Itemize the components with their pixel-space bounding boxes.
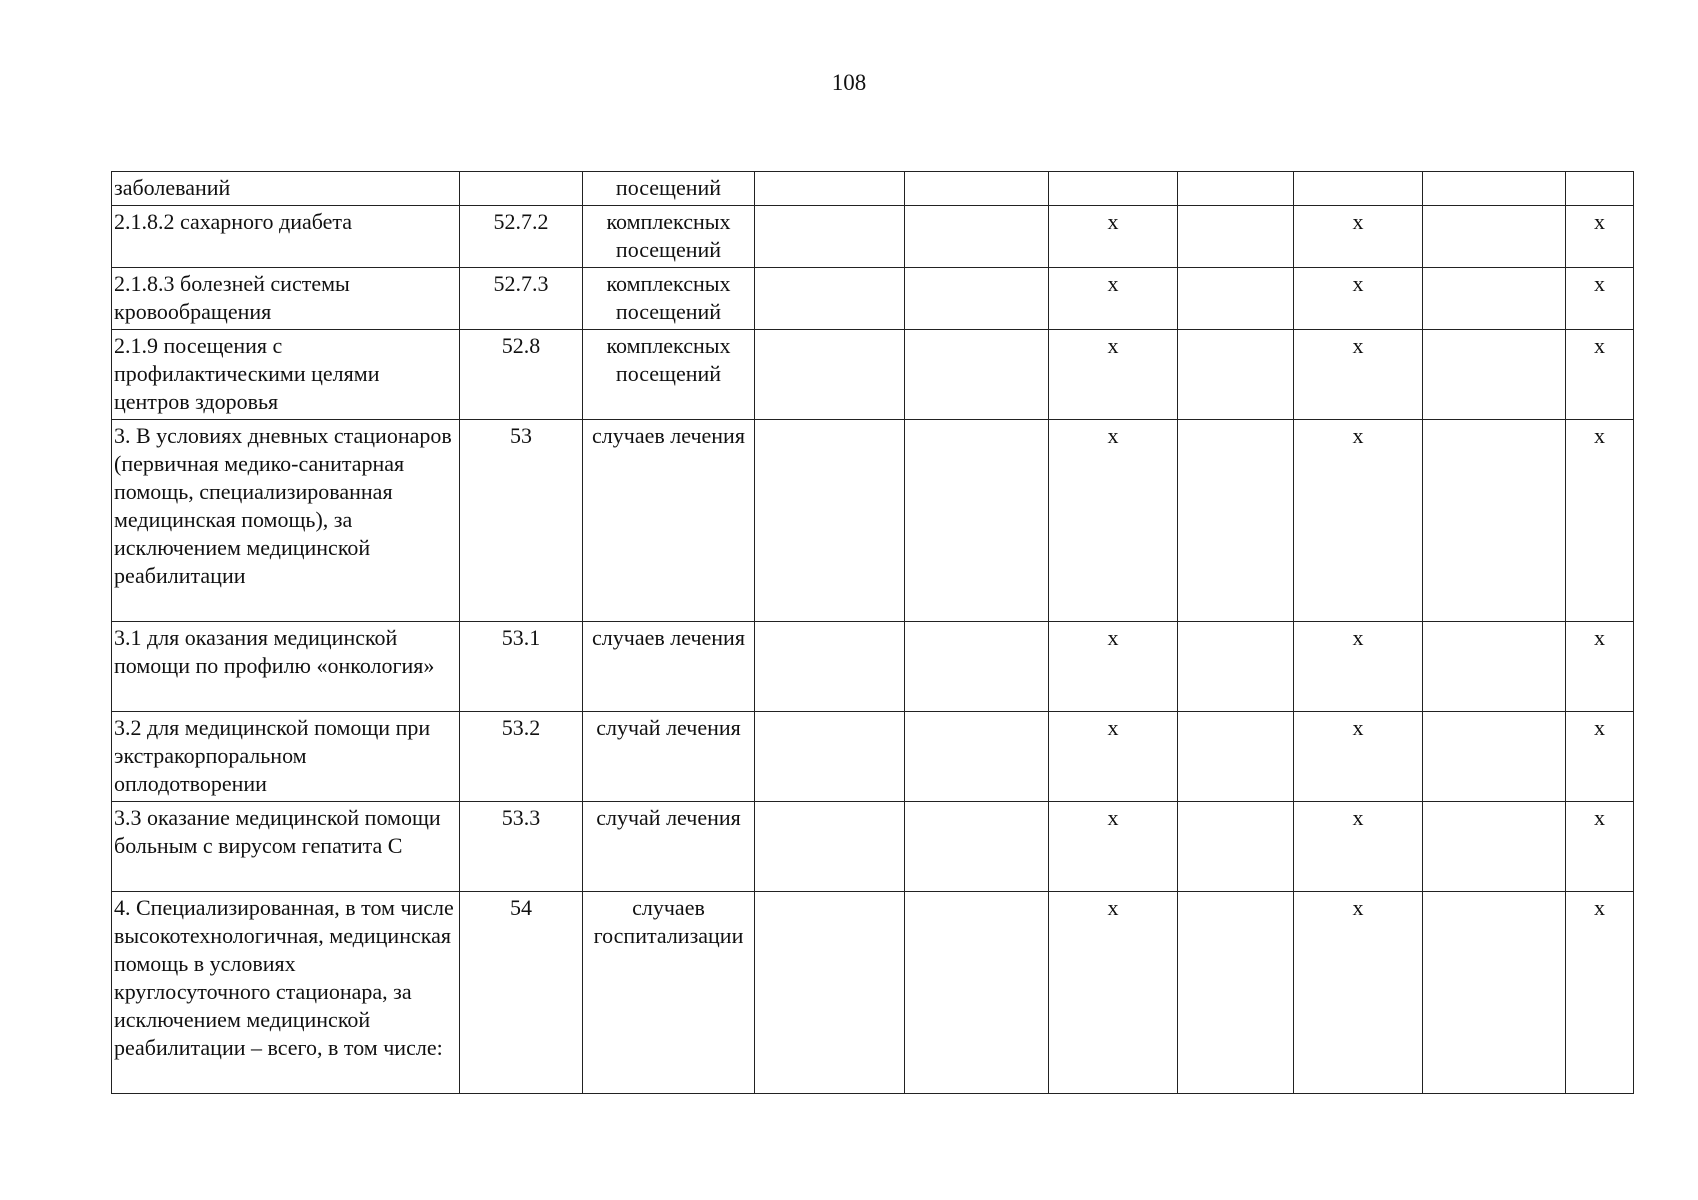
row-value-cell (1423, 712, 1566, 802)
row-value-cell: x (1294, 268, 1423, 330)
table-row (112, 802, 1634, 892)
row-value-cell (1178, 330, 1294, 420)
row-name-cell: 2.1.8.2 сахарного диабета (112, 206, 460, 268)
row-value-cell: x (1049, 420, 1178, 622)
row-value-cell: x (1049, 802, 1178, 892)
row-value-cell: x (1566, 268, 1634, 330)
row-value-cell (1423, 268, 1566, 330)
row-value-cell (1294, 172, 1423, 206)
table-body (112, 172, 1634, 1094)
table-row (112, 420, 1634, 622)
row-name-cell: 3. В условиях дневных стационаров (первичная медико-санитарная помощь, специализированная медицинская помощь), за исключением медицинской реабилитации (112, 420, 460, 622)
row-value-cell (1423, 892, 1566, 1094)
row-name-cell: заболеваний (112, 172, 460, 206)
row-name-cell: 3.2 для медицинской помощи при экстракорпоральном оплодотворении (112, 712, 460, 802)
row-value-cell (905, 712, 1049, 802)
row-value-cell (755, 420, 905, 622)
row-unit-cell: случаев лечения (583, 420, 755, 622)
row-name-cell: 2.1.8.3 болезней системы кровообращения (112, 268, 460, 330)
row-name-cell: 3.3 оказание медицинской помощи больным с вирусом гепатита С (112, 802, 460, 892)
table-row (112, 330, 1634, 420)
table-row (112, 712, 1634, 802)
row-value-cell: x (1566, 330, 1634, 420)
row-value-cell: x (1049, 206, 1178, 268)
row-code-cell: 52.7.2 (460, 206, 583, 268)
row-value-cell: x (1294, 330, 1423, 420)
row-value-cell: x (1049, 330, 1178, 420)
row-value-cell (1423, 420, 1566, 622)
row-value-cell (905, 172, 1049, 206)
row-value-cell (755, 268, 905, 330)
row-value-cell (1178, 268, 1294, 330)
row-code-cell (460, 172, 583, 206)
row-value-cell (755, 330, 905, 420)
row-value-cell: x (1566, 206, 1634, 268)
row-value-cell (905, 330, 1049, 420)
row-value-cell (1423, 206, 1566, 268)
row-value-cell (755, 622, 905, 712)
row-value-cell: x (1294, 420, 1423, 622)
row-value-cell (905, 622, 1049, 712)
row-value-cell (755, 712, 905, 802)
row-value-cell: x (1566, 712, 1634, 802)
row-code-cell: 53 (460, 420, 583, 622)
row-value-cell: x (1049, 712, 1178, 802)
row-code-cell: 53.1 (460, 622, 583, 712)
row-value-cell: x (1566, 420, 1634, 622)
page-number: 108 (831, 70, 867, 95)
row-unit-cell: случаев лечения (583, 622, 755, 712)
row-code-cell: 52.7.3 (460, 268, 583, 330)
row-value-cell: x (1294, 892, 1423, 1094)
row-code-cell: 52.8 (460, 330, 583, 420)
row-value-cell (905, 420, 1049, 622)
row-value-cell (905, 802, 1049, 892)
row-value-cell (1423, 330, 1566, 420)
row-value-cell: x (1566, 622, 1634, 712)
row-value-cell: x (1049, 622, 1178, 712)
row-unit-cell: комплексных посещений (583, 330, 755, 420)
row-value-cell: x (1294, 206, 1423, 268)
data-table (111, 171, 1634, 1094)
row-value-cell (1178, 206, 1294, 268)
row-name-cell: 3.1 для оказания медицинской помощи по профилю «онкология» (112, 622, 460, 712)
row-value-cell: x (1294, 712, 1423, 802)
row-unit-cell: случаев госпитализации (583, 892, 755, 1094)
row-value-cell (1178, 802, 1294, 892)
row-name-cell: 4. Специализированная, в том числе высокотехнологичная, медицинская помощь в условиях круглосуточного стационара, за исключением медицинской реабилитации – всего, в том числе: (112, 892, 460, 1094)
row-code-cell: 53.3 (460, 802, 583, 892)
table-row (112, 892, 1634, 1094)
table-row (112, 268, 1634, 330)
row-unit-cell: случай лечения (583, 712, 755, 802)
table-row (112, 172, 1634, 206)
row-name-cell: 2.1.9 посещения с профилактическими целями центров здоровья (112, 330, 460, 420)
row-value-cell: x (1049, 268, 1178, 330)
row-value-cell: x (1566, 892, 1634, 1094)
row-value-cell (1049, 172, 1178, 206)
row-value-cell (755, 206, 905, 268)
row-value-cell (755, 892, 905, 1094)
row-value-cell (1178, 420, 1294, 622)
row-value-cell (905, 892, 1049, 1094)
row-unit-cell: посещений (583, 172, 755, 206)
row-value-cell (1178, 622, 1294, 712)
row-value-cell: x (1049, 892, 1178, 1094)
row-value-cell (1566, 172, 1634, 206)
row-unit-cell: случай лечения (583, 802, 755, 892)
row-code-cell: 53.2 (460, 712, 583, 802)
row-value-cell (1178, 712, 1294, 802)
table-row (112, 622, 1634, 712)
row-value-cell (1423, 622, 1566, 712)
row-code-cell: 54 (460, 892, 583, 1094)
row-value-cell: x (1566, 802, 1634, 892)
row-value-cell (755, 802, 905, 892)
row-value-cell (1423, 172, 1566, 206)
row-value-cell (1178, 172, 1294, 206)
row-unit-cell: комплексных посещений (583, 206, 755, 268)
row-value-cell: x (1294, 622, 1423, 712)
row-value-cell (905, 206, 1049, 268)
row-value-cell (755, 172, 905, 206)
row-value-cell (1423, 802, 1566, 892)
row-value-cell (1178, 892, 1294, 1094)
table-row (112, 206, 1634, 268)
row-unit-cell: комплексных посещений (583, 268, 755, 330)
row-value-cell (905, 268, 1049, 330)
row-value-cell: x (1294, 802, 1423, 892)
